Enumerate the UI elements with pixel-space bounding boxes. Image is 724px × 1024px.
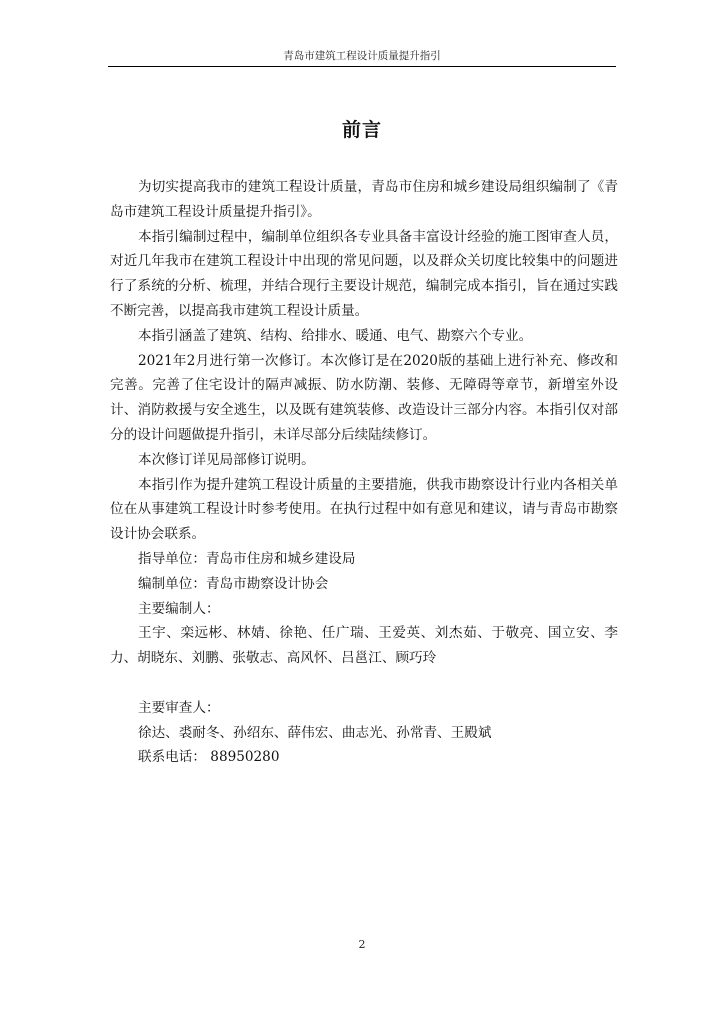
paragraph-usage: 本指引作为提升建筑工程设计质量的主要措施，供我市勘察设计行业内各相关单位在从事建筑工程设计时参考使用。在执行过程中如有意见和建议，请与青岛市勘察设计协会联系。 bbox=[110, 476, 618, 543]
guidance-unit: 指导单位：青岛市住房和城乡建设局 bbox=[138, 550, 356, 567]
header-rule bbox=[108, 66, 616, 67]
paragraph-revision: 2021年2月进行第一次修订。本次修订是在2020版的基础上进行补充、修改和完善。完善了住宅设计的隔声减振、防水防潮、装修、无障碍等章节，新增室外设计、消防救援与安全逃生，以及既有建筑装修、改造设计三部分内容。本指引仅对部分的设计问题做提升指引，未详尽部分后续陆续修订。 bbox=[110, 352, 618, 443]
running-header: 青岛市建筑工程设计质量提升指引 bbox=[283, 50, 441, 62]
page-number: 2 bbox=[358, 938, 366, 951]
paragraph-intro: 为切实提高我市的建筑工程设计质量，青岛市住房和城乡建设局组织编制了《青岛市建筑工程设计质量提升指引》。 bbox=[110, 179, 618, 220]
page-title: 前言 bbox=[341, 119, 382, 141]
reviewers-list: 徐达、裘耐冬、孙绍东、薛伟宏、曲志光、孙常青、王殿斌 bbox=[138, 724, 492, 741]
spacer bbox=[110, 671, 618, 696]
paragraph-process: 本指引编制过程中，编制单位组织各专业具备丰富设计经验的施工图审查人员，对近几年我市在建筑工程设计中出现的常见问题，以及群众关切度比较集中的问题进行了系统的分析、梳理，并结合现行主要设计规范，编制完成本指引，旨在通过实践不断完善，以提高我市建筑工程设计质量。 bbox=[110, 228, 618, 319]
compiling-unit: 编制单位：青岛市勘察设计协会 bbox=[138, 575, 329, 592]
paragraph-revision-note: 本次修订详见局部修订说明。 bbox=[138, 451, 315, 468]
reviewers-label: 主要审查人： bbox=[138, 699, 220, 716]
body-text bbox=[110, 175, 618, 770]
paragraph-scope: 本指引涵盖了建筑、结构、给排水、暖通、电气、勘察六个专业。 bbox=[138, 327, 533, 344]
editors-list: 王宇、栾远彬、林婧、徐艳、任广瑞、王爱英、刘杰茹、于敬亮、国立安、李力、胡晓东、刘鹏、张敬志、高风怀、吕邕江、顾巧玲 bbox=[110, 625, 618, 667]
editors-label: 主要编制人： bbox=[138, 600, 220, 617]
contact-phone: 联系电话： 88950280 bbox=[138, 749, 280, 766]
